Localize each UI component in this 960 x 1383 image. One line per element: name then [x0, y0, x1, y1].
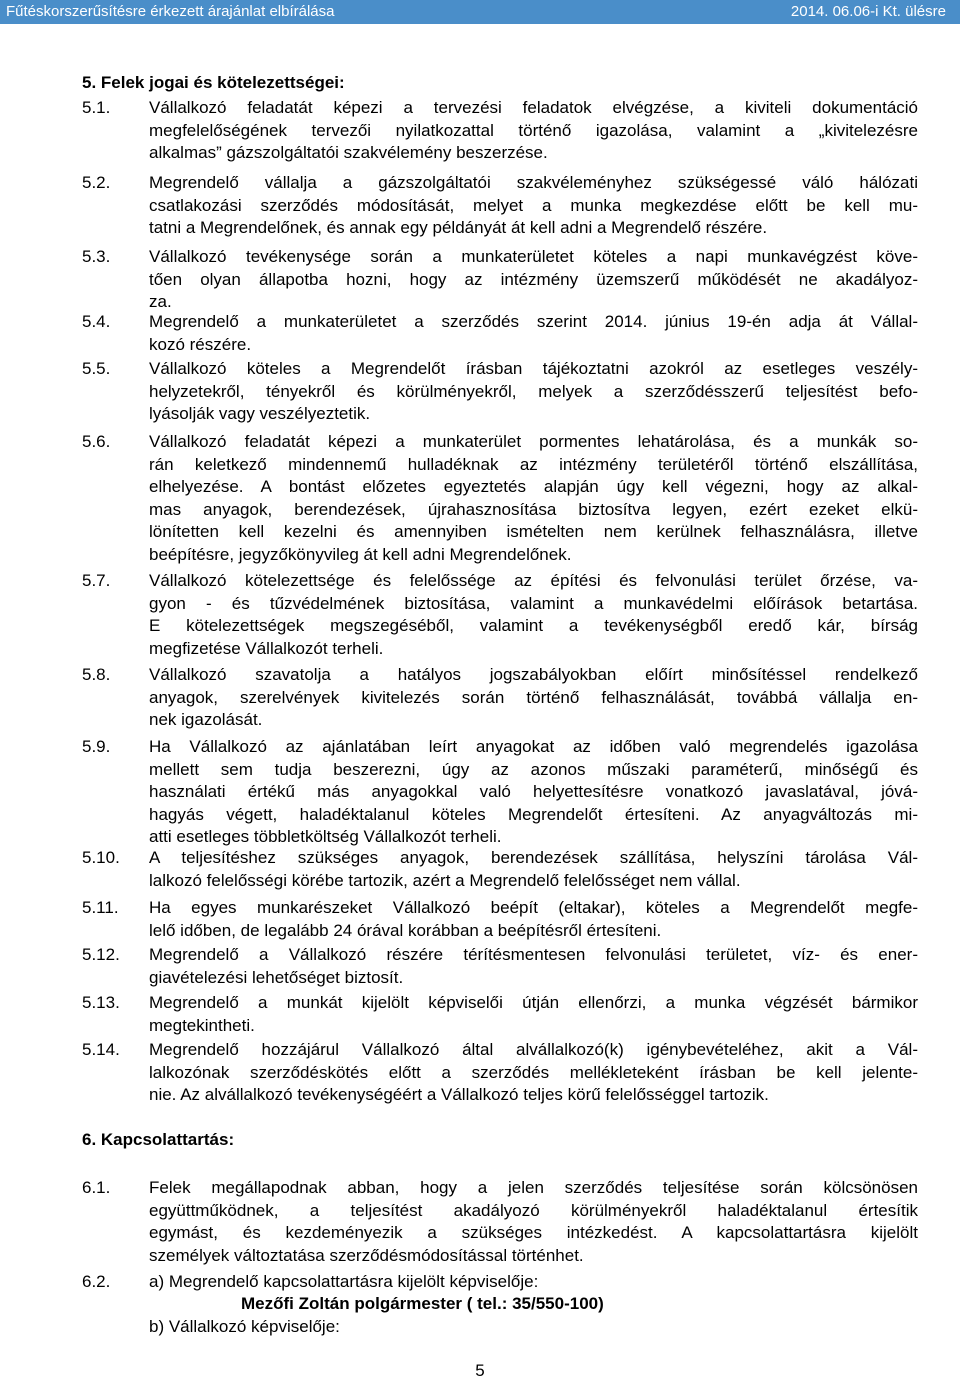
clause-line: alkalmas” gázszolgáltatói szakvélemény beszerzése. [149, 143, 548, 162]
clause-line: helyzetekről, tényekről és körülményekről, melyek a szerződésszerű teljesítést befo- [149, 381, 918, 401]
clause-text [149, 1177, 918, 1267]
clause-number: 5.4. [82, 312, 111, 331]
clause-text [149, 172, 918, 240]
clause-text [149, 897, 918, 942]
clause-number: 5.7. [82, 571, 111, 590]
clause-number: 5.14. [82, 1040, 120, 1059]
clause-line: Megrendelő a munkaterületet a szerződés szerint 2014. június 19-én adja át Vállal- [149, 312, 918, 331]
clause-number: 6.1. [82, 1178, 111, 1197]
clause-line: mas anyagok, berendezések, újrahasznosítása biztosítva legyen, ezért ezeket elkü- [149, 499, 918, 519]
section-5-title: 5. Felek jogai és kötelezettségei: [82, 73, 345, 92]
clause-number: 5.1. [82, 98, 111, 117]
contractor-representative-label: b) Vállalkozó képviselője: [149, 1317, 340, 1336]
clause-line: Vállalkozó feladatát képezi a tervezési feladatok elvégzése, a kiviteli dokumentáció [149, 98, 918, 117]
clause-number: 5.3. [82, 247, 111, 266]
clause-text [149, 97, 918, 165]
clause-line: atti esetleges többletköltség Vállalkozót terheli. [149, 827, 502, 846]
clause-line: tően olyan állapotba hozni, hogy az intézmény üzemszerű működését ne akadályoz- [149, 269, 918, 289]
clause-line: anyagok, szerelvények kivitelezés során történő felhasználását, továbbá vállalja en- [149, 687, 918, 707]
clause-text [149, 246, 918, 314]
clause-number: 5.10. [82, 848, 120, 867]
clause-number: 5.12. [82, 945, 120, 964]
clause-text [149, 1039, 918, 1107]
clause-number: 5.5. [82, 359, 111, 378]
clause-line: Megrendelő a munkát kijelölt képviselői útján ellenőrzi, a munka végzését bármikor [149, 993, 918, 1012]
clause-line: giavételezési lehetőséget biztosít. [149, 967, 404, 987]
clause-line: gyon - és tűzvédelmének biztosítása, valamint a munkavédelmi előírások betartása. [149, 593, 918, 613]
clause-text [149, 944, 918, 989]
clause-line: lönítetten kell kezelni és amennyiben ismételten nem kerülnek felhasználásra, illetve [149, 522, 918, 541]
clause-text [149, 570, 918, 660]
clause-line: Vállalkozó kötelezettsége és felelőssége az építési és felvonulási terület őrzése, va- [149, 571, 918, 590]
clause-line: Vállalkozó feladatát képezi a munkaterület pormentes lehatárolása, és a munkák so- [149, 432, 918, 451]
clause-line: megtekintheti. [149, 1015, 255, 1035]
clause-line: Megrendelő a Vállalkozó részére térítésmentesen felvonulási területet, víz- és ener- [149, 945, 918, 964]
clause-line: személyek változtatása szerződésmódosítással történhet. [149, 1245, 584, 1265]
clause-text [149, 1271, 918, 1294]
clause-line: megfizetése Vállalkozót terheli. [149, 638, 384, 658]
clause-number: 5.9. [82, 737, 111, 756]
clause-line: kozó részére. [149, 334, 252, 354]
clause-text [149, 736, 918, 849]
page-number: 5 [475, 1361, 485, 1380]
clause-line: mellett sem tudja beszerezni, úgy az azonos műszaki paraméterű, minőségű és [149, 759, 918, 779]
clause-line: Megrendelő vállalja a gázszolgáltatói szakvéleményhez szükségessé váló hálózati [149, 173, 918, 192]
header-title: Fűtéskorszerűsítésre érkezett árajánlat elbírálása [6, 3, 335, 20]
clause-line: nie. Az alvállalkozó tevékenységéért a Vállalkozó teljes körű felelősséggel tartozik. [149, 1085, 769, 1104]
clause-number: 5.8. [82, 665, 111, 684]
clause-number: 5.13. [82, 993, 120, 1012]
clause-text [149, 311, 918, 356]
clause-line: tatni a Megrendelőnek, és annak egy példányát át kell adni a Megrendelő részére. [149, 218, 768, 237]
clause-number: 5.2. [82, 173, 111, 192]
clause-line: egymást, és kezdeményezik a szükséges intézkedést. A kapcsolattartásra kijelölt [149, 1223, 918, 1242]
clause-line: A teljesítéshez szükséges anyagok, berendezések szállítása, helyszíni tárolása Vál- [149, 848, 918, 867]
clause-line: rán keletkező mindennemű hulladéknak az intézmény területéről történő elszállítása, [149, 454, 918, 474]
clause-line: használati értékű más anyagokkal való helyettesítésre vonatkozó javaslatával, jóvá- [149, 782, 918, 801]
clause-line: Vállalkozó szavatolja a hatályos jogszabályokban előírt minősítéssel rendelkező [149, 665, 918, 684]
clause-line: Vállalkozó köteles a Megrendelőt írásban tájékoztatni azokról az esetleges veszély- [149, 359, 918, 378]
section-6-title: 6. Kapcsolattartás: [82, 1130, 235, 1149]
clause-line: lalkozónak szerződéskötés előtt a szerződés mellékleteként írásban be kell jelente- [149, 1062, 918, 1082]
clause-number: 5.11. [82, 898, 119, 917]
clause-text [149, 664, 918, 732]
clause-number: 6.2. [82, 1272, 111, 1291]
clause-number: 5.6. [82, 432, 111, 451]
document-header [0, 0, 960, 24]
clause-line: Felek megállapodnak abban, hogy a jelen szerződés teljesítése során kölcsönösen [149, 1178, 918, 1197]
clause-line: hagyás végett, haladéktalanul köteles Megrendelőt értesíteni. Az anyagváltozás mi- [149, 804, 918, 824]
clause-line: E kötelezettségek megszegéséből, valamint a tevékenységből eredő kár, bírság [149, 616, 918, 635]
clause-text [149, 358, 918, 426]
clause-line: lyásolják vagy veszélyeztetik. [149, 404, 371, 423]
clause-line: Ha Vállalkozó az ajánlatában leírt anyagokat az időben való megrendelés igazolása [149, 737, 918, 756]
municipal-representative: Mezőfi Zoltán polgármester ( tel.: 35/550-100) [241, 1294, 604, 1313]
clause-line: lalkozó felelősségi körébe tartozik, azért a Megrendelő felelősséget nem vállal. [149, 870, 741, 890]
clause-line: a) Megrendelő kapcsolattartásra kijelölt képviselője: [149, 1272, 539, 1291]
header-meeting-date: 2014. 06.06-i Kt. ülésre [790, 3, 946, 20]
clause-text [149, 847, 918, 892]
clause-line: nek igazolását. [149, 710, 263, 729]
clause-line: Vállalkozó tevékenysége során a munkaterületet köteles a napi munkavégzést köve- [149, 247, 918, 266]
clause-text [149, 431, 918, 566]
clause-line: csatlakozási szerződés módosítását, melyet a munka megkezdése előtt be kell mu- [149, 195, 918, 215]
clause-line: beépítésre, jegyzőkönyvileg át kell adni Megrendelőnek. [149, 544, 572, 564]
clause-line: elhelyezése. A bontást előzetes egyeztetés alapján úgy kell végezni, hogy az alkal- [149, 477, 918, 496]
clause-line: lelő időben, de legalább 24 órával korábban a beépítésről értesíteni. [149, 920, 662, 940]
clause-line: Ha egyes munkarészeket Vállalkozó beépít (eltakar), köteles a Megrendelőt megfe- [149, 898, 918, 917]
clause-line: Megrendelő hozzájárul Vállalkozó által alvállalkozó(k) igénybevételéhez, akit a Vál- [149, 1040, 918, 1059]
clause-line: za. [149, 292, 172, 311]
clause-line: együttműködnek, a teljesítést akadályozó körülményekről haladéktalanul értesítik [149, 1200, 918, 1220]
clause-text [149, 992, 918, 1037]
clause-line: megfelelőségének tervezői nyilatkozattal történő igazolása, valamint a „kivitelezésre [149, 120, 918, 140]
